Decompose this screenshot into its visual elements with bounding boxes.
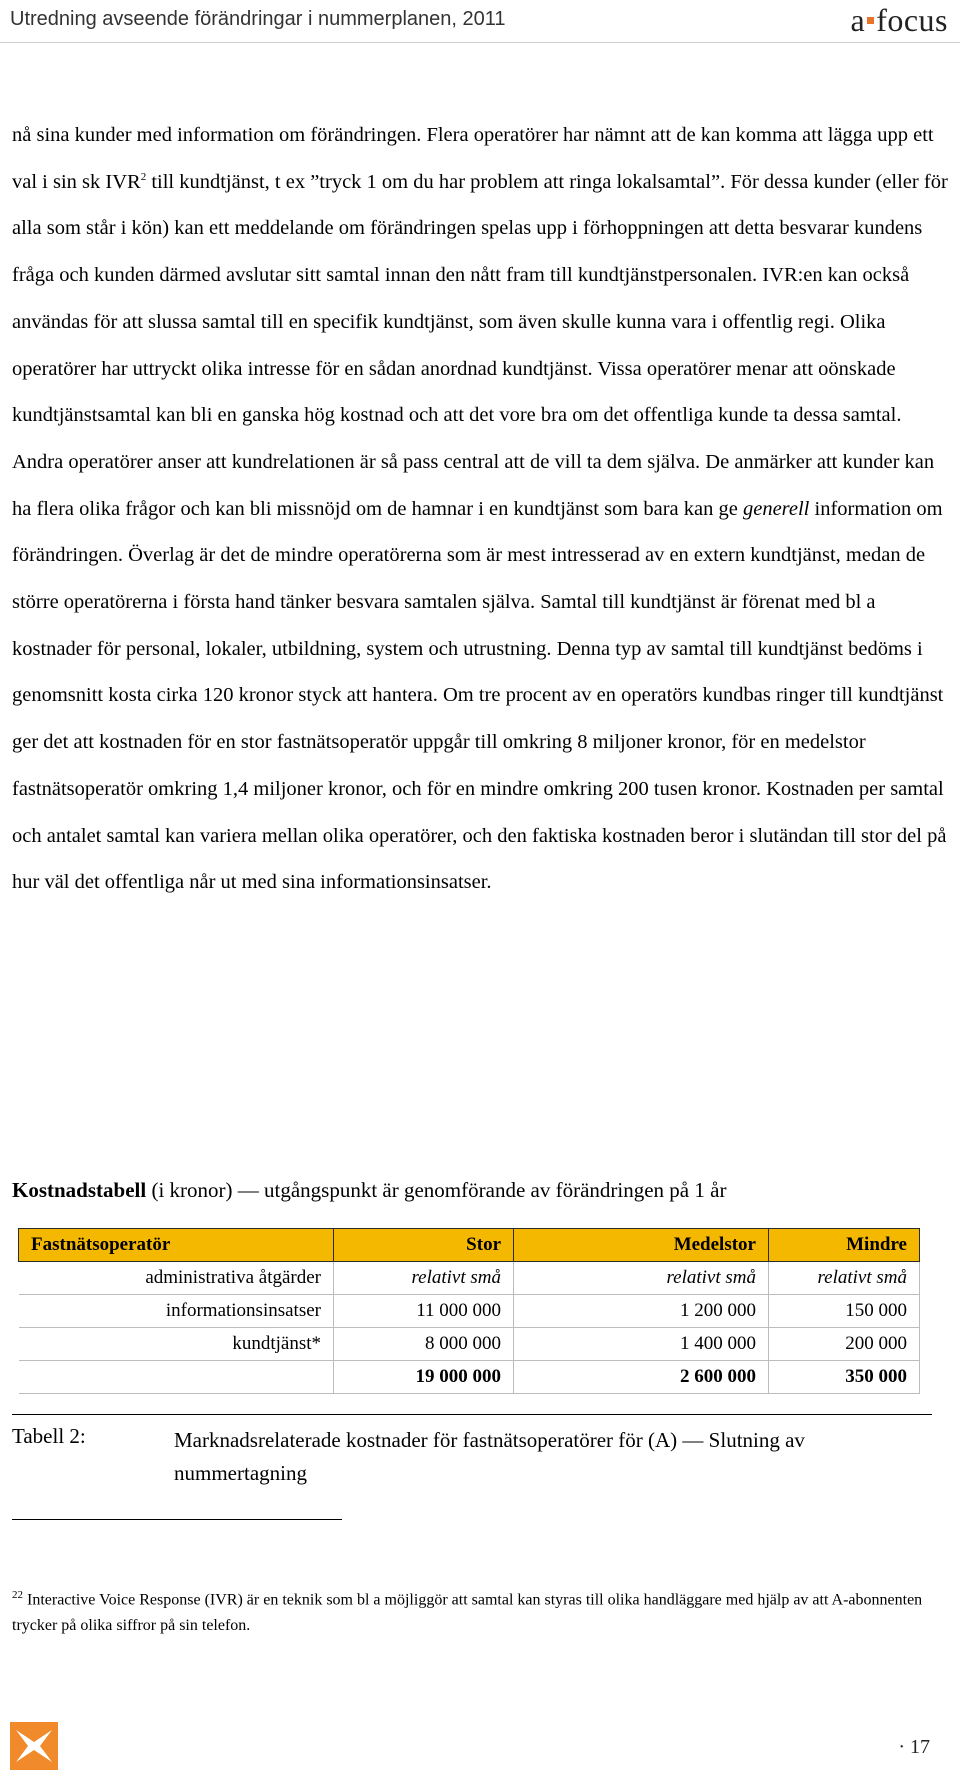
page-number: · 17 (898, 1736, 930, 1758)
afocus-logo: a focus (850, 2, 948, 38)
row-label-empty (19, 1361, 334, 1394)
header-cell: Mindre (769, 1229, 920, 1262)
caption-label: Tabell 2: (12, 1424, 86, 1448)
cost-table-title: Kostnadstabell (i kronor) — utgångspunkt är genomförande av förändringen på 1 år (12, 1178, 727, 1202)
caption-text: Marknadsrelaterade kostnader för fastnätsoperatörer för (A) — Slutning av nummertagning (174, 1428, 805, 1485)
row-label: kundtjänst* (19, 1328, 334, 1361)
header-divider (0, 42, 960, 43)
footnote-divider (12, 1519, 342, 1520)
footnote-ref[interactable]: 2 (140, 170, 147, 183)
document-title: Utredning avseende förändringar i nummerplanen, 2011 (10, 8, 506, 30)
table-total-row (19, 1361, 920, 1394)
table-row (19, 1328, 920, 1361)
cost-table (18, 1228, 920, 1394)
table-cell: 8 000 000 (334, 1328, 514, 1361)
header-cell: Stor (334, 1229, 514, 1262)
total-cell: 19 000 000 (334, 1361, 514, 1394)
total-cell: 2 600 000 (514, 1361, 769, 1394)
row-label: informationsinsatser (19, 1295, 334, 1328)
table-row (19, 1295, 920, 1328)
body-paragraph: nå sina kunder med information om förändringen. Flera operatörer har nämnt att de kan komma att lägga upp ett val i sin sk IVR$^2$ till kundtjänst, t ex ”tryck 1 om du har problem att ringa lokalsamtal”. För dessa kunder (eller för alla som står i kön) kan ett meddelande om förändringen spelas upp i förhoppningen att detta besvarar kundens fråga och kunden därmed avslutar sitt samtal innan den nått fram till kundtjänstpersonalen. IVR:en kan också användas för att slussa samtal till en specifik kundtjänst, som även skulle kunna vara i offentlig regi. Olika operatörer har uttryckt olika intresse för en sådan anordnad kundtjänst. Vissa operatörer menar att oönskade kundtjänstsamtal kan bli en ganska hög kostnad och att det vore bra om det offentliga kunde ta dessa samtal. Andra operatörer anser att kundrelationen är så pass central att de vill ta dem själva. De anmärker att kunder kan ha flera olika frågor och kan bli missnöjd om de hamnar i en kundtjänst som bara kan ge generell information om förändringen. Överlag är det de mindre operatörerna som är mest intresserad av en extern kundtjänst, medan de större operatörerna i första hand tänker besvara samtalen själva. Samtal till kundtjänst är förenat med bl a kostnader för personal, lokaler, utbildning, system och utrustning. Denna typ av samtal till kundtjänst bedöms i genomsnitt kosta cirka 120 kronor styck att hantera. Om tre procent av en operatörs kundbas ringer till kundtjänst ger det att kostnaden för en stor fastnätsoperatör uppgår till omkring 8 miljoner kronor, för en medelstor fastnätsoperatör omkring 1,4 miljoner kronor, och för en mindre omkring 200 tusen kronor. Kostnaden per samtal och antalet samtal kan variera mellan olika operatörer, och den faktiska kostnaden beror i slutändan till stor del på hur väl det offentliga når ut med sina informationsinsatser. (12, 124, 948, 894)
table-cell: relativt små (769, 1262, 920, 1295)
table-cell: 11 000 000 (334, 1295, 514, 1328)
header-cell: Medelstor (514, 1229, 769, 1262)
footnote (12, 1582, 932, 1639)
table-cell: relativt små (514, 1262, 769, 1295)
table-cell: relativt små (334, 1262, 514, 1295)
footnote-number: 22 (12, 1589, 23, 1601)
total-cell: 350 000 (769, 1361, 920, 1394)
page-header (0, 0, 960, 40)
table-cell: 1 400 000 (514, 1328, 769, 1361)
header-cell: Fastnätsoperatör (19, 1229, 334, 1262)
table-cell: 200 000 (769, 1328, 920, 1361)
row-label: administrativa åtgärder (19, 1262, 334, 1295)
table-cell: 150 000 (769, 1295, 920, 1328)
table-row (19, 1262, 920, 1295)
footnote-text: Interactive Voice Response (IVR) är en teknik som bl a möjliggör att samtal kan styras till olika handläggare med hjälp av att A-abonnenten trycker på olika siffror på sin telefon. (12, 1591, 923, 1635)
table-header-row (19, 1229, 920, 1262)
afocus-star-icon (10, 1722, 58, 1770)
table-cell: 1 200 000 (514, 1295, 769, 1328)
caption-divider (12, 1414, 932, 1415)
